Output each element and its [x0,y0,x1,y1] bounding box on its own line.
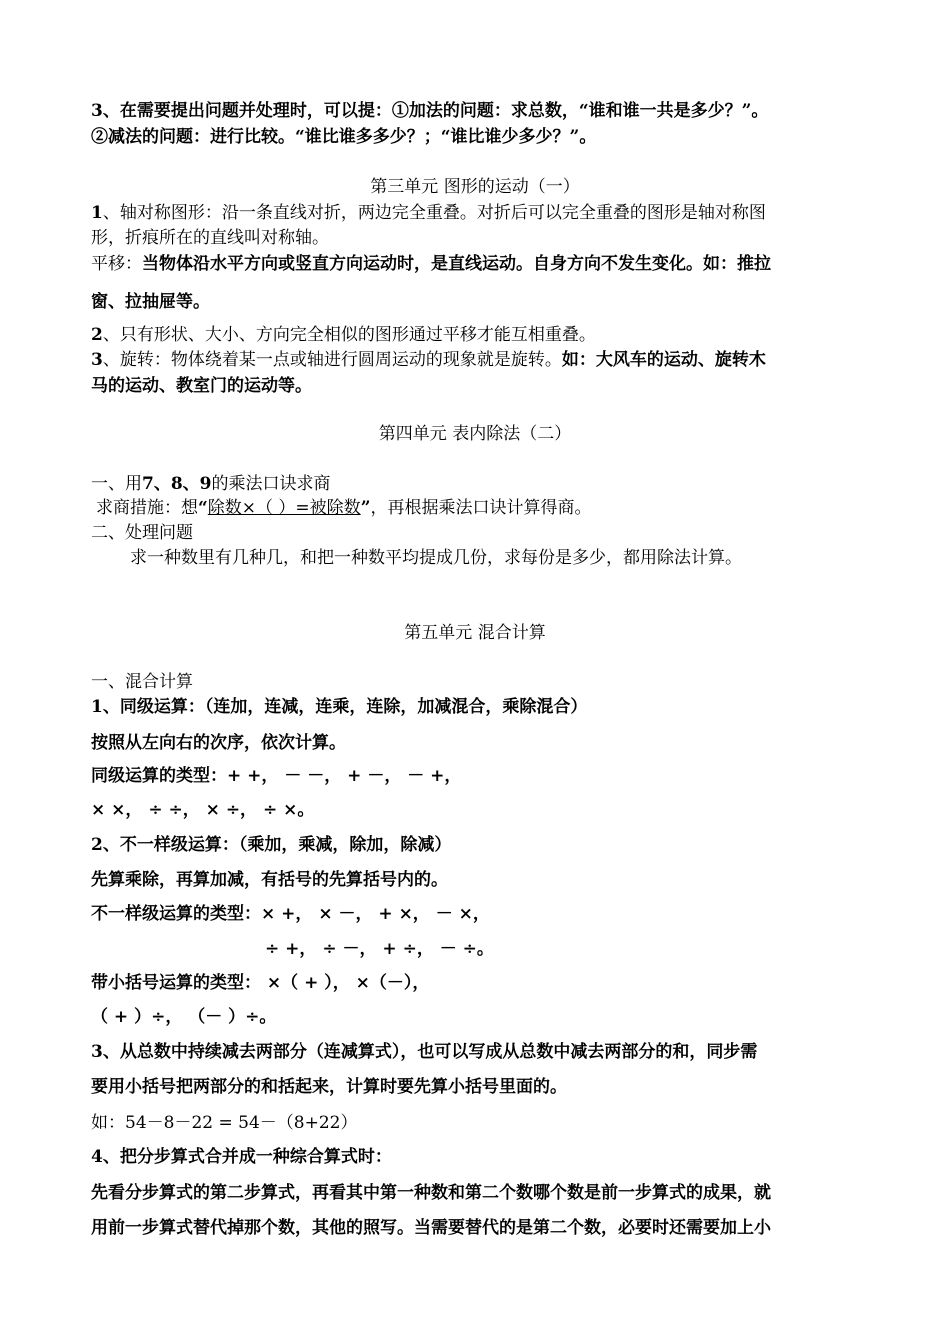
unit3-p4-text: 、旋转：物体绕着某一点或轴进行圆周运动的现象就是旋转。 [102,350,562,370]
unit5-line-6: 先算乘除，再算加减，有括号的先算括号内的。 [91,870,448,890]
unit4-s1-suffix: 的乘法口诀求商 [211,474,331,494]
unit3-p2-label: 平移： [91,254,142,274]
unit5-line-5: 2、不一样级运算：（乘加，乘减，除加，除减） [91,835,452,855]
unit3-p3-label: 2 [91,325,103,345]
unit3-p1-text: 、轴对称图形：沿一条直线对折，两边完全重叠。对折后可以完全重叠的图形是轴对称图 [102,203,766,223]
unit4-method [96,498,591,518]
unit3-p4 [91,350,766,370]
unit4-method-quote-open: “ [198,498,208,518]
unit5-line-13: 如：54－8－22 = 54－（8+22） [91,1113,358,1133]
unit5-line-14: 4、把分步算式合并成一种综合算式时： [91,1147,392,1167]
unit3-p3 [91,325,596,345]
unit5-line-10: （ + ）÷， （－ ）÷。 [91,1007,277,1027]
unit5-line-1: 1、同级运算：（连加，连减，连乘，连除，加减混合，乘除混合） [91,697,588,717]
unit3-p4-label: 3 [91,350,103,370]
unit3-p1-label: 1 [91,203,103,223]
unit5-line-7: 不一样级运算的类型：× +， × －， + ×， － ×， [91,904,490,924]
unit5-section-1: 一、混合计算 [91,672,193,692]
intro-line-2: ②减法的问题：进行比较。“谁比谁多多少？；“谁比谁少多少？”。 [91,127,597,147]
unit4-s1-nums: 7、8、9 [142,474,212,494]
unit3-p1 [91,203,766,223]
unit4-method-suffix: ，再根据乘法口诀计算得商。 [370,498,592,518]
unit5-line-4: × ×， ÷ ÷， × ÷， ÷ ×。 [91,800,315,820]
unit5-line-15: 先看分步算式的第二步算式，再看其中第一种数和第二个数哪个数是前一步算式的成果，就 [91,1183,771,1203]
intro-line-1: 3、在需要提出问题并处理时，可以提：①加法的问题：求总数，“谁和谁一共是多少？”。 [91,101,769,121]
unit4-method-quote-close: ” [360,498,371,518]
unit3-p1-cont: 形，折痕所在的直线叫对称轴。 [91,228,329,248]
unit5-line-8: ÷ +， ÷ －， + ÷， － ÷。 [265,939,494,959]
unit5-title: 第五单元 混合计算 [404,623,546,643]
unit3-p3-text: 、只有形状、大小、方向完全相似的图形通过平移才能互相重叠。 [102,325,596,345]
unit3-title: 第三单元 图形的运动（一） [370,177,580,197]
unit3-p4-cont: 马的运动、教室门的运动等。 [91,376,312,396]
unit3-p2 [91,254,771,274]
unit5-line-11: 3、从总数中持续减去两部分（连减算式），也可以写成从总数中减去两部分的和，同步需 [91,1042,758,1062]
unit3-p2-text: 当物体沿水平方向或竖直方向运动时，是直线运动。自身方向不发生变化。如：推拉 [142,254,771,274]
unit4-section-2: 二、处理问题 [91,523,193,543]
unit4-title: 第四单元 表内除法（二） [378,424,572,444]
unit3-p4-bold: 如：大风车的运动、旋转木 [561,350,766,370]
unit5-line-9: 带小括号运算的类型： ×（ + ）， ×（－）， [91,973,430,993]
unit3-p2-cont: 窗、拉抽屉等。 [91,292,210,312]
unit4-method-formula: 除数×（ ）=被除数 [207,498,361,518]
unit4-section-1 [91,474,331,494]
unit5-line-3: 同级运算的类型：+ +， － －， + －， － +， [91,766,462,786]
unit5-line-2: 按照从左向右的次序，依次计算。 [91,733,346,753]
unit4-section-2-text: 求一种数里有几种几，和把一种数平均提成几份，求每份是多少，都用除法计算。 [130,548,742,568]
unit5-line-16: 用前一步算式替代掉那个数，其他的照写。当需要替代的是第二个数，必要时还需要加上小 [91,1218,771,1238]
unit5-line-12: 要用小括号把两部分的和括起来，计算时要先算小括号里面的。 [91,1077,567,1097]
unit4-s1-prefix: 一、用 [91,474,142,494]
unit4-method-prefix: 求商措施：想 [96,498,198,518]
